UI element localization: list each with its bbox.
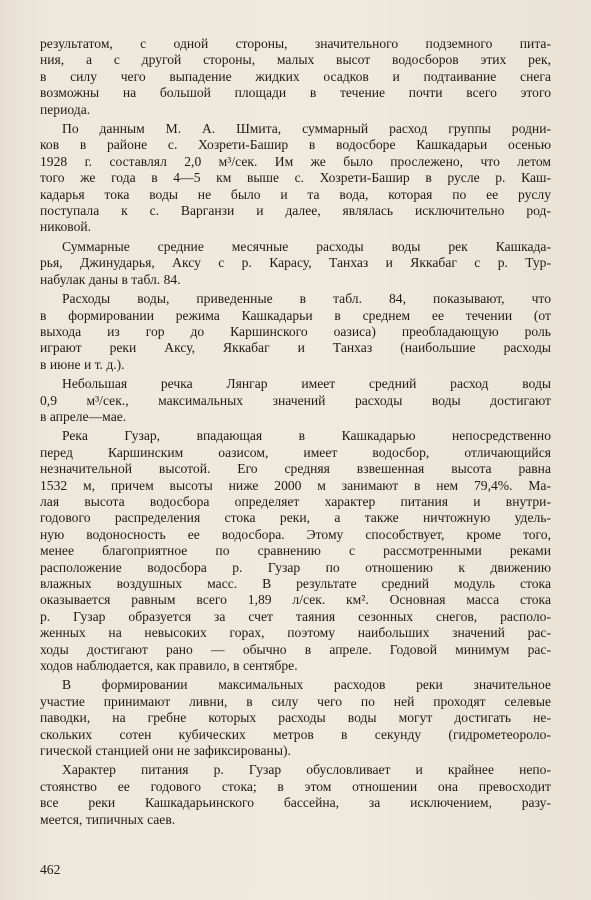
text-line: периода. <box>40 101 91 117</box>
text-line: результатом, с одной стороны, значительного подземного пита- <box>40 36 551 51</box>
text-line: 1532 м, причем высоты ниже 2000 м занимают в нем 79,4%. Ма- <box>40 477 551 493</box>
text-line: поступала к с. Варганзи и далее, являлась исключительно род- <box>40 203 551 219</box>
text-line: оказывается равным всего 1,89 л/сек. км². Основная масса стока <box>40 592 551 608</box>
text-line: стоянство ее годового стока; в этом отношении она превосходит <box>40 778 551 794</box>
text-line: в формировании режима Кашкадарьи в среднем ее течении (от <box>40 307 551 323</box>
paragraph <box>40 291 551 373</box>
paragraph <box>40 677 551 759</box>
text-line: годового распределения стока реки, а также ничтожную удель- <box>40 510 551 526</box>
text-line: 1928 г. составлял 2,0 м³/сек. Им же было прослежено, что летом <box>40 153 551 169</box>
text-line: гической станцией они не зафиксированы). <box>40 743 291 759</box>
text-line: ния, а с другой стороны, малых высот водосборов этих рек, <box>40 52 551 68</box>
paragraph <box>40 376 551 425</box>
text-line: рья, Джинударья, Аксу с р. Карасу, Танхаз и Яккабаг с р. Тур- <box>40 255 551 271</box>
text-line: ходов наблюдается, как правило, в сентябре. <box>40 658 298 674</box>
text-line: ную водоносность ее водосбора. Этому способствует, кроме того, <box>40 526 551 542</box>
text-line: никовой. <box>40 219 92 235</box>
text-line: того же года в 4—5 км выше с. Хозрети-Башир в русле р. Каш- <box>40 170 551 186</box>
text-line: скольких сотен кубических метров в секунду (гидрометеороло- <box>40 726 551 742</box>
text-line: ходы достигают рано — обычно в апреле. Годовой минимум рас- <box>40 641 551 657</box>
paragraph <box>40 239 551 288</box>
text-line: паводки, на гребне которых расходы воды могут достигать не- <box>40 710 551 726</box>
text-line: набулак даны в табл. 84. <box>40 271 181 287</box>
text-line: перед Каршинским оазисом, имеет водосбор, отличающийся <box>40 444 551 460</box>
paragraph <box>40 121 551 236</box>
text-line: в июне и т. д.). <box>40 356 125 372</box>
paragraph <box>40 428 551 674</box>
text-line: в апреле—мае. <box>40 408 127 424</box>
text-line: р. Гузар образуется за счет таяния сезонных снегов, располо- <box>40 608 551 624</box>
text-line: Река Гузар, впадающая в Кашкадарью непосредственно <box>62 428 551 444</box>
text-line: влажных воздушных масс. В результате средний модуль стока <box>40 576 551 591</box>
text-line: меется, типичных саев. <box>40 811 176 827</box>
text-line: женных на невысоких горах, поэтому наибольших значений рас- <box>40 625 551 641</box>
text-line: Небольшая речка Лянгар имеет средний расход воды <box>62 376 551 392</box>
text-line: По данным М. А. Шмита, суммарный расход группы родни- <box>62 121 551 137</box>
text-line: 0,9 м³/сек., максимальных значений расходы воды достигают <box>40 392 551 408</box>
text-line: выхода из гор до Каршинского оазиса) преобладающую роль <box>40 323 551 339</box>
body-text <box>40 36 551 828</box>
text-line: В формировании максимальных расходов реки значительное <box>62 677 551 693</box>
text-line: участие принимают ливни, в силу чего по ней проходят селевые <box>40 693 551 709</box>
paragraph <box>40 762 551 828</box>
text-line: в силу чего выпадение жидких осадков и подтаивание снега <box>40 68 551 84</box>
text-line: возможны на большой площади в течение почти всего этого <box>40 85 551 101</box>
text-line: Расходы воды, приведенные в табл. 84, показывают, что <box>62 291 551 307</box>
text-line: все реки Кашкадарьинского бассейна, за исключением, разу- <box>40 795 551 811</box>
text-line: менее благоприятное по сравнению с рассмотренными реками <box>40 543 551 559</box>
paragraph <box>40 36 551 118</box>
text-line: кадарья тока воды не было и та вода, которая по ее руслу <box>40 186 551 202</box>
text-line: незначительной высотой. Его средняя взвешенная высота равна <box>40 461 551 477</box>
text-line: расположение водосбора р. Гузар по отношению к движению <box>40 559 551 575</box>
text-line: лая высота водосбора определяет характер питания и внутри- <box>40 493 551 509</box>
text-line: ков в районе с. Хозрети-Башир в водосборе Кашкадарьи осенью <box>40 137 551 153</box>
page-number: 462 <box>40 862 61 877</box>
text-line: играют реки Аксу, Яккабаг и Танхаз (наибольшие расходы <box>40 340 551 356</box>
text-line: Характер питания р. Гузар обусловливает и крайнее непо- <box>62 762 551 778</box>
text-line: Суммарные средние месячные расходы воды рек Кашкада- <box>62 238 551 254</box>
